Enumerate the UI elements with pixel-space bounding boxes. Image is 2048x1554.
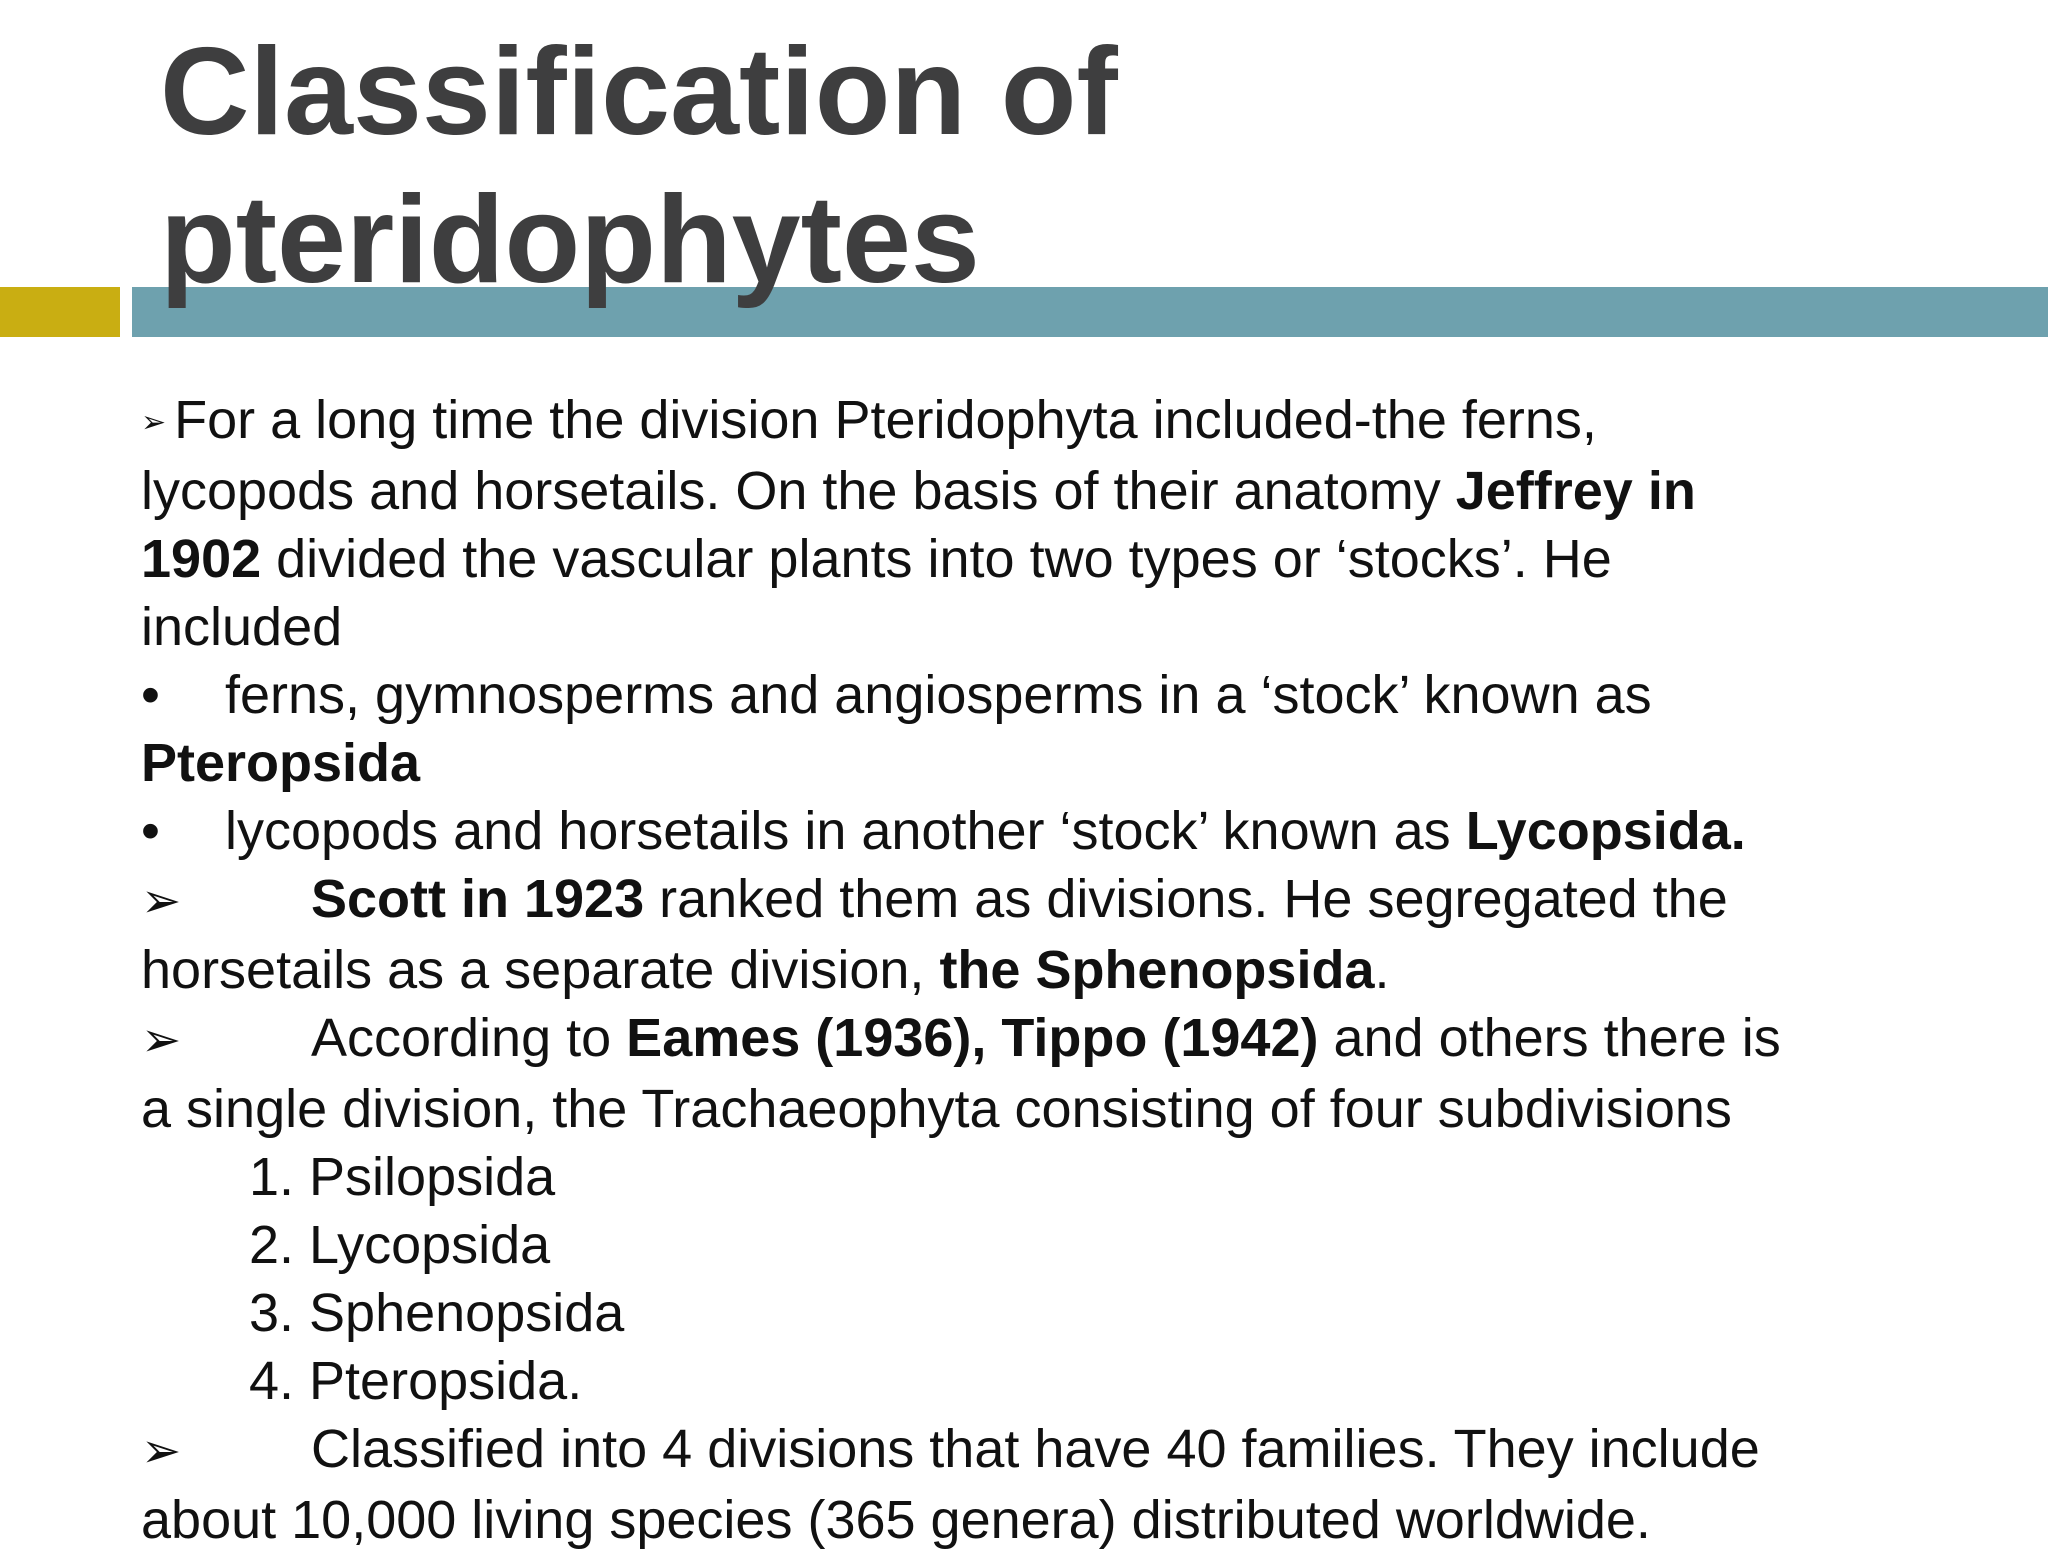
arrow-bullet-icon: ➢ [141,406,167,439]
list-item: 3. Sphenopsida [249,1283,625,1343]
para4-line1: ➢ Classified into 4 divisions that have 40 families. They include [141,1415,1921,1486]
list-item: 4. Pteropsida. [249,1351,583,1411]
para4-line2: about 10,000 living species (365 genera) distributed worldwide. [141,1490,1651,1550]
list-item: 1. Psilopsida [249,1147,556,1207]
para3-line1: ➢ According to Eames (1936), Tippo (1942) and others there is [141,1004,1921,1075]
list-item: 2. Lycopsida [249,1215,551,1275]
slide-title [160,18,1118,314]
bullet1-bold: Pteropsida [141,733,421,793]
para2-line1: ➢ Scott in 1923 ranked them as divisions. He segregated the [141,865,1921,936]
title-line-2: pteridophytes [160,171,980,309]
dot-bullet-icon: • [141,801,160,861]
slide-body [141,386,1921,1554]
para1-line3: 1902 divided the vascular plants into two types or ‘stocks’. He [141,529,1612,589]
para3-line2: a single division, the Trachaeophyta consisting of four subdivisions [141,1079,1732,1139]
para1-line1: ➢ For a long time the division Pteridophyta included-the ferns, [141,390,1597,450]
title-line-1: Classification of [160,23,1118,161]
arrow-bullet-icon: ➢ [141,1014,182,1067]
bullet2: • lycopods and horsetails in another ‘stock’ known as Lycopsida. [141,797,1921,865]
para1-line4: included [141,597,343,657]
para2-line2: horsetails as a separate division, the Sphenopsida. [141,940,1390,1000]
arrow-bullet-icon: ➢ [141,875,182,928]
bullet1: • ferns, gymnosperms and angiosperms in a ‘stock’ known as [141,661,1921,729]
para1-line2: lycopods and horsetails. On the basis of their anatomy Jeffrey in [141,461,1696,521]
dot-bullet-icon: • [141,665,160,725]
arrow-bullet-icon: ➢ [141,1425,182,1478]
accent-bar-gold [0,287,120,337]
